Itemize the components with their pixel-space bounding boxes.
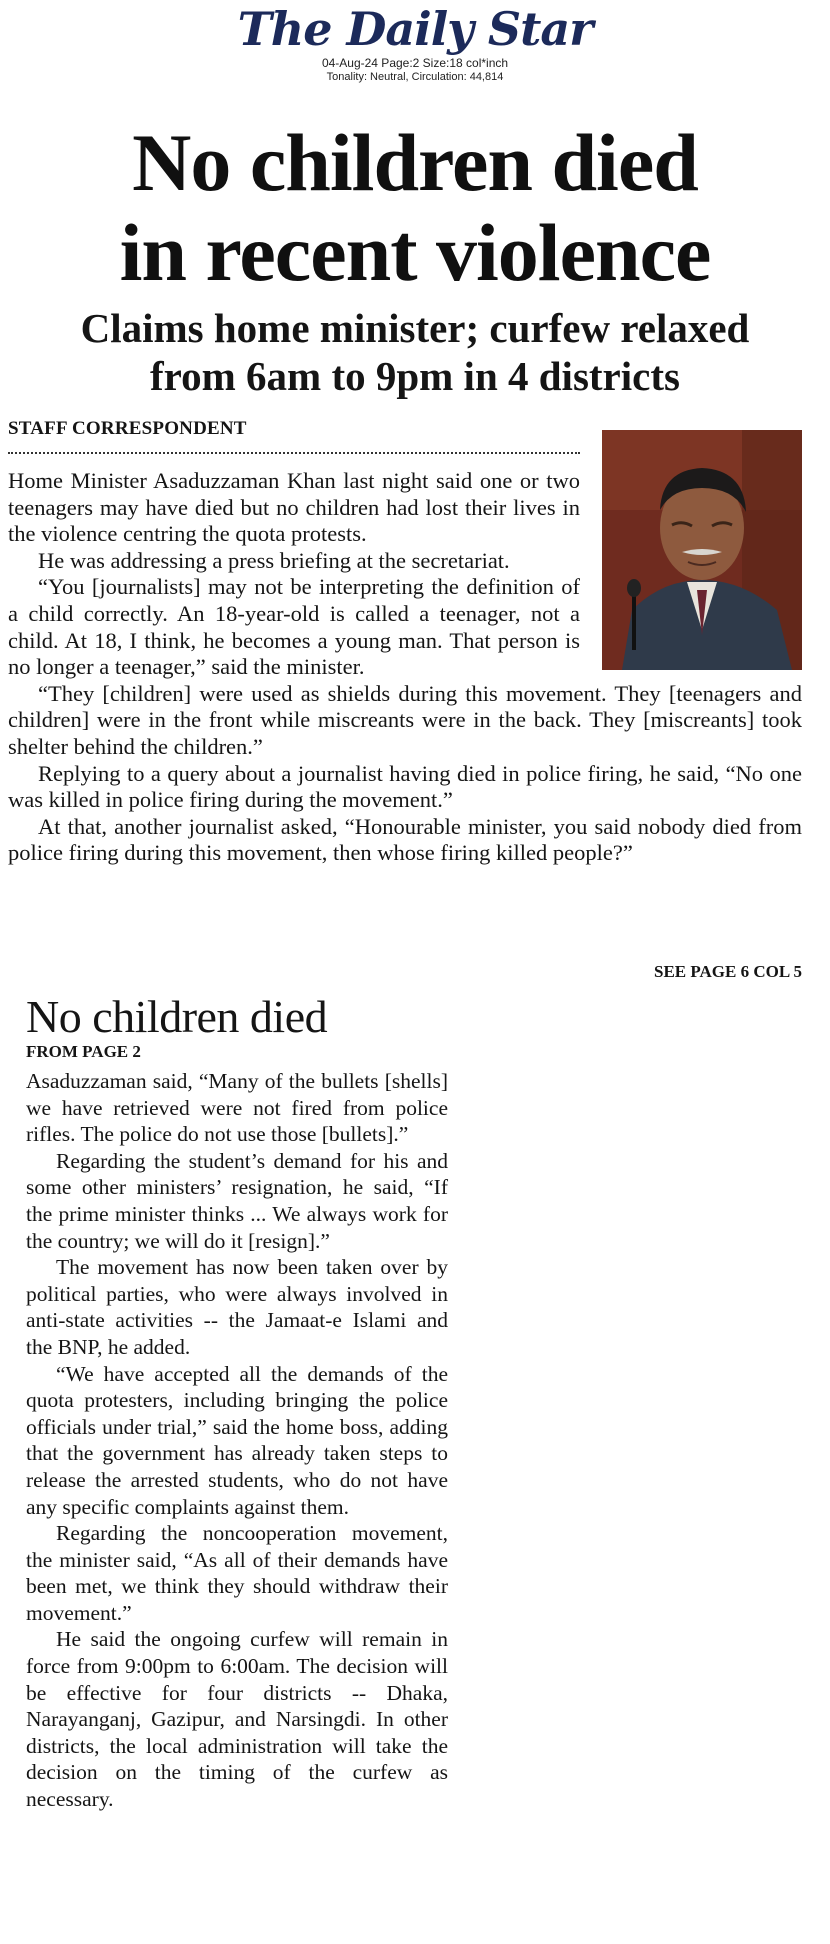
photo-wrap-spacer bbox=[580, 468, 802, 678]
continuation-paragraph: Regarding the student’s demand for his and some other ministers’ resignation, he said, “If the prime minister thinks ... We always work for the country; we will do it [resign].” bbox=[26, 1148, 448, 1253]
continuation-paragraph: Asaduzzaman said, “Many of the bullets [shells] we have retrieved were not fired from police rifles. The police do not use those [bullets].” bbox=[26, 1069, 448, 1147]
subheadline-line-2: from 6am to 9pm in 4 districts bbox=[150, 353, 680, 399]
article-paragraph: “You [journalists] may not be interpreting the definition of a child correctly. An 18-year-old is called a teenager, not a child. At 18, I think, he becomes a young man. That person is no longer a teenager,” said the minister. bbox=[8, 574, 580, 680]
headline bbox=[0, 118, 830, 298]
jump-out-line: SEE PAGE 6 COL 5 bbox=[654, 962, 802, 981]
clipping-meta-page-size: 04-Aug-24 Page:2 Size:18 col*inch bbox=[321, 56, 509, 70]
continuation-paragraph: He said the ongoing curfew will remain in force from 9:00pm to 6:00am. The decision will be effective for four districts -- Dhaka, Narayanganj, Gazipur, and Narsingdi. In other districts, the local administration will take the decision on the timing of the curfew as necessary. bbox=[26, 1627, 448, 1812]
subheadline-line-1: Claims home minister; curfew relaxed bbox=[80, 305, 750, 351]
article-paragraph: “They [children] were used as shields during this movement. They [teenagers and children] were in the front while miscreants were in the back. They [miscreants] took shelter behind the children.” bbox=[8, 680, 802, 759]
continuation-headline: No children died bbox=[26, 991, 328, 1042]
continuation-paragraph: Regarding the noncooperation movement, the minister said, “As all of their demands have been met, we think they should withdraw their movement.” bbox=[26, 1521, 448, 1625]
article-paragraph: Home Minister Asaduzzaman Khan last night said one or two teenagers may have died but no children had lost their lives in the violence centring the quota protests. bbox=[8, 468, 580, 547]
article-paragraph: He was addressing a press briefing at the secretariat. bbox=[38, 547, 510, 573]
continuation-body bbox=[26, 1068, 448, 1813]
byline-dotted-divider bbox=[8, 452, 580, 454]
article-paragraph: Replying to a query about a journalist having died in police firing, he said, “No one was killed in police firing during the movement.” bbox=[8, 760, 802, 813]
headline-line-2: in recent violence bbox=[119, 207, 711, 298]
subheadline bbox=[0, 304, 830, 400]
clipping-meta-circulation: Tonality: Neutral, Circulation: 44,814 bbox=[326, 71, 504, 83]
continuation-paragraph: “We have accepted all the demands of the quota protesters, including bringing the police officials under trial,” said the home boss, adding that the government has already taken steps to release the arrested students, who do not have any specific complaints against them. bbox=[26, 1361, 448, 1519]
article-body bbox=[8, 468, 802, 867]
continuation-paragraph: The movement has now been taken over by political parties, who were always involved in anti-state activities -- the Jamaat-e Islami and the BNP, he added. bbox=[26, 1255, 448, 1359]
headline-line-1: No children died bbox=[132, 117, 698, 208]
newspaper-logo: The Daily Star bbox=[237, 2, 593, 56]
byline: STAFF CORRESPONDENT bbox=[8, 418, 247, 439]
masthead bbox=[0, 0, 830, 84]
article-paragraph: At that, another journalist asked, “Honourable minister, you said nobody died from police firing during this movement, then whose firing killed people?” bbox=[8, 813, 802, 866]
continuation-from-page: FROM PAGE 2 bbox=[26, 1042, 141, 1061]
